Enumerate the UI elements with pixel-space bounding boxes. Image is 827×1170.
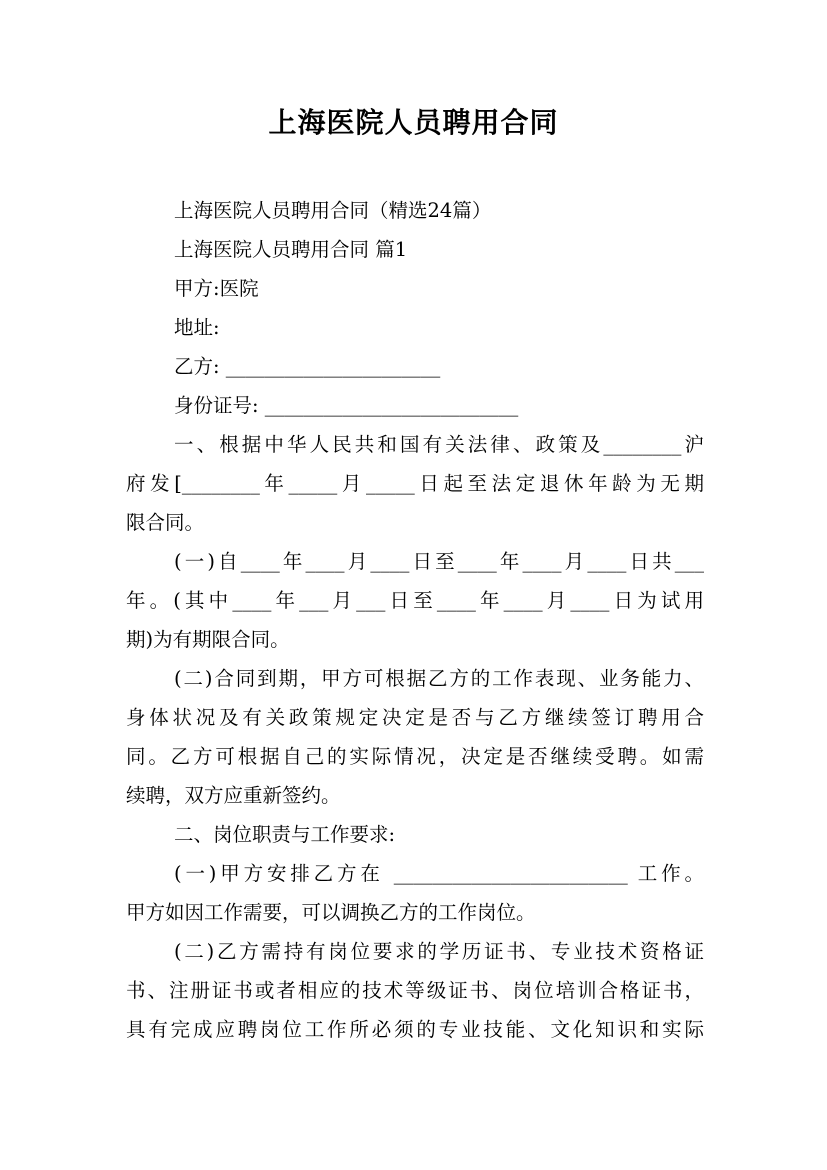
paragraph-line: (二)乙方需持有岗位要求的学历证书、专业技术资格证: [174, 940, 704, 963]
paragraph-line: 续聘，双方应重新签约。: [126, 784, 341, 807]
paragraph-line: 同。乙方可根据自己的实际情况，决定是否继续受聘。如需: [126, 745, 704, 768]
party-a-line: 甲方:医院: [174, 277, 259, 300]
section-heading: 二、岗位职责与工作要求:: [174, 823, 396, 846]
paragraph-line: 身体状况及有关政策规定决定是否与乙方继续签订聘用合: [126, 706, 704, 729]
paragraph-line: 一、根据中华人民共和国有关法律、政策及________沪: [174, 433, 704, 456]
paragraph-line: (一)自____年____月____日至____年____月____日共___: [174, 550, 704, 573]
paragraph-line: 甲方如因工作需要，可以调换乙方的工作岗位。: [126, 901, 536, 924]
paragraph-line: 具有完成应聘岗位工作所必须的专业技能、文化知识和实际: [126, 1018, 704, 1041]
paragraph-line: (二)合同到期，甲方可根据乙方的工作表现、业务能力、: [174, 667, 704, 690]
paragraph-line: 限合同。: [126, 511, 205, 534]
id-number-line: 身份证号: __________________________: [174, 394, 519, 417]
party-b-line: 乙方: ______________________: [174, 355, 441, 378]
chapter-heading: 上海医院人员聘用合同 篇1: [174, 238, 408, 261]
subtitle-line: 上海医院人员聘用合同（精选24篇）: [174, 199, 492, 222]
paragraph-line: 书、注册证书或者相应的技术等级证书、岗位培训合格证书，: [126, 979, 704, 1002]
paragraph-line: 期)为有期限合同。: [126, 628, 290, 651]
paragraph-line: 年。(其中____年___月___日至____年____月____日为试用: [126, 589, 704, 612]
address-line: 地址:: [174, 316, 220, 339]
paragraph-line: (一)甲方安排乙方在 ________________________ 工作。: [174, 862, 704, 885]
document-title: 上海医院人员聘用合同: [268, 106, 559, 139]
paragraph-line: 府发[________年_____月_____日起至法定退休年龄为无期: [126, 472, 704, 495]
